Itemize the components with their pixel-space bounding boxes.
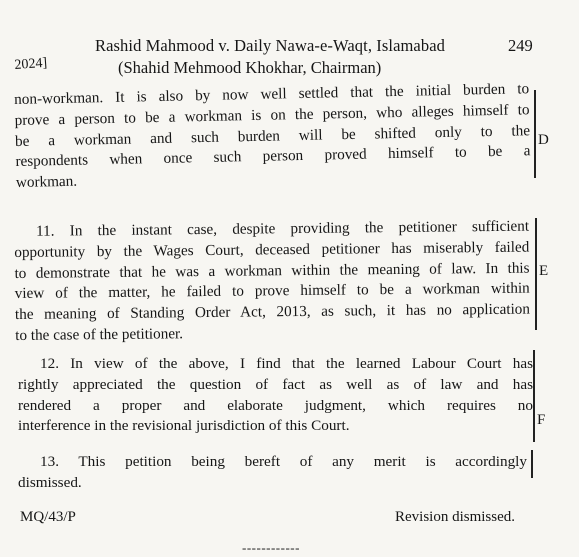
paragraph-line: 13. This petition being bereft of any merit is accordingly: [40, 453, 527, 470]
margin-letter-d: D: [538, 132, 549, 148]
report-code: MQ/43/P: [20, 509, 76, 525]
margin-bar-f: [533, 350, 535, 442]
report-year: 2024]: [14, 55, 48, 73]
paragraph-line: view of the matter, he failed to prove himself to be a workman within: [14, 279, 530, 303]
page-number: 249: [508, 36, 533, 55]
margin-letter-e: E: [539, 263, 549, 279]
paragraph-line: prove a person to be a workman is on the person, who alleges himself to: [14, 101, 530, 129]
paragraph-line: respondents when once such person proved himself to be a: [15, 142, 531, 171]
paragraph-line: 12. In view of the above, I find that the learned Labour Court has: [40, 355, 533, 372]
paragraph-11: [14, 217, 530, 347]
paragraph-12: [18, 354, 533, 437]
paragraph-line: the meaning of Standing Order Act, 2013, as such, it has no application: [14, 300, 531, 324]
paragraph-line: interference in the revisional jurisdiction of this Court.: [18, 417, 350, 435]
paragraph-line: opportunity by the Wages Court, deceased petitioner has miserably failed: [14, 238, 530, 261]
bench-subtitle: (Shahid Mehmood Khokhar, Chairman): [118, 58, 382, 77]
result-note: Revision dismissed.: [395, 509, 516, 525]
end-rule: ------------: [242, 540, 300, 555]
paragraph-line: dismissed.: [18, 473, 82, 491]
paragraph-continued: [14, 79, 531, 194]
paragraph-line: be a workman and such burden will be shifted only to the: [14, 121, 531, 150]
paragraph-13: [18, 452, 527, 494]
paragraph-line: rightly appreciated the question of fact as well as of law and has: [18, 375, 533, 393]
paragraph-line: 11. In the instant case, despite providing the petitioner sufficient: [36, 217, 530, 240]
paragraph-line: workman.: [15, 172, 78, 192]
margin-letter-f: F: [537, 412, 546, 428]
margin-bar-d: [534, 90, 536, 178]
paragraph-line: non-workman. It is also by now well settled that the initial burden to: [14, 80, 530, 108]
paragraph-line: to the case of the petitioner.: [15, 325, 184, 344]
margin-bar-e: [535, 218, 537, 330]
case-title: Rashid Mahmood v. Daily Nawa-e-Waqt, Islamabad: [95, 36, 445, 55]
paragraph-line: rendered a proper and elaborate judgment, which requires no: [18, 396, 533, 414]
paragraph-line: to demonstrate that he was a workman within the meaning of law. In this: [14, 259, 530, 282]
margin-bar-end: [531, 450, 533, 478]
